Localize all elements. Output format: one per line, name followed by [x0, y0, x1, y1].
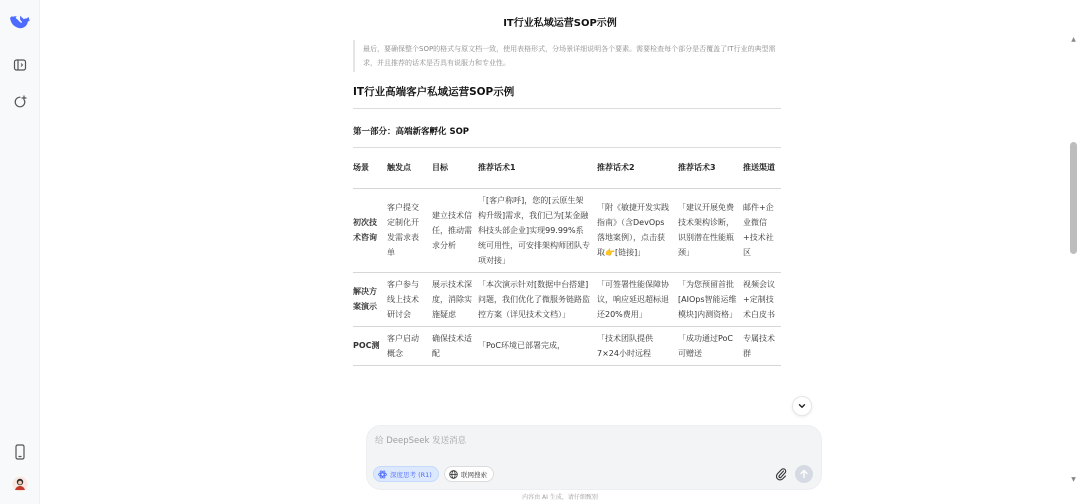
table-cell: 「本次演示针对[数据中台搭建]问题，我们优化了微服务链路监控方案（详见技术文档）」 — [478, 272, 597, 326]
table-header-row — [353, 148, 781, 188]
message-composer — [367, 426, 821, 489]
table-cell: 客户启动概念 — [387, 326, 432, 365]
message-input[interactable] — [375, 434, 755, 448]
table-cell: 「附《敏捷开发实践指南》（含DevOps落地案例），点击获取👉[链接]」 — [597, 188, 678, 272]
table-cell: 确保技术适配 — [432, 326, 478, 365]
table-cell: 「[客户称呼]，您的[云原生架构升级]需求，我们已为[某金融科技头部企业]实现99.99%系统可用性，可安排架构师团队专项对接」 — [478, 188, 597, 272]
table-row — [353, 272, 781, 326]
table-cell: 「成功通过PoC可赠送 — [678, 326, 743, 365]
table-cell: 初次技术咨询 — [353, 188, 387, 272]
table-header-cell: 场景 — [353, 148, 387, 188]
table-cell: 展示技术深度，消除实施疑虑 — [432, 272, 478, 326]
deep-think-toggle[interactable] — [373, 466, 439, 482]
arrow-up-icon — [799, 469, 809, 479]
scroll-to-bottom-button[interactable] — [792, 396, 812, 416]
globe-icon — [449, 470, 458, 479]
table-cell: 专属技术群 — [743, 326, 781, 365]
web-search-toggle[interactable] — [444, 466, 494, 482]
table-cell: 「可签署性能保障协议，响应延迟超标退还20%费用」 — [597, 272, 678, 326]
table-cell: 建立技术信任，推动需求分析 — [432, 188, 478, 272]
scroll-down-arrow-icon[interactable]: ▼ — [1071, 476, 1076, 483]
table-cell: 「PoC环境已部署完成， — [478, 326, 597, 365]
table-header-cell: 触发点 — [387, 148, 432, 188]
table-header-cell: 目标 — [432, 148, 478, 188]
attach-button[interactable] — [773, 466, 789, 482]
send-button[interactable] — [795, 465, 813, 483]
chat-main — [40, 0, 1080, 504]
table-cell: 邮件+企业微信+技术社区 — [743, 188, 781, 272]
table-cell: 客户提交定制化开发需求表单 — [387, 188, 432, 272]
reasoning-text: 最后，要确保整个SOP的格式与原文档一致，使用表格形式，分场景详细说明各个要素。需要检查每个部分是否覆盖了IT行业的典型需求，并且推荐的话术是否具有说服力和专业性。 — [353, 40, 781, 72]
web-search-label: 联网搜索 — [461, 470, 487, 479]
scrollbar-thumb[interactable] — [1070, 142, 1077, 254]
section-title: 第一部分：高端新客孵化 SOP — [353, 125, 781, 148]
mobile-app-icon[interactable] — [10, 442, 30, 462]
table-cell: 「建议开展免费技术架构诊断，识别潜在性能瓶颈」 — [678, 188, 743, 272]
table-cell: 「技术团队提供7×24小时远程 — [597, 326, 678, 365]
atom-icon — [378, 470, 387, 479]
paperclip-icon — [775, 467, 787, 481]
scroll-up-arrow-icon[interactable]: ▲ — [1071, 36, 1076, 43]
table-cell: 视频会议+定制技术白皮书 — [743, 272, 781, 326]
disclaimer-text: 内容由 AI 生成，请仔细甄别 — [522, 494, 598, 501]
table-header-cell: 推荐话术2 — [597, 148, 678, 188]
page-title: IT行业私域运营SOP示例 — [503, 18, 617, 29]
table-row — [353, 188, 781, 272]
table-row — [353, 326, 781, 365]
deep-think-label: 深度思考 (R1) — [390, 470, 432, 479]
message-content — [353, 40, 781, 440]
table-cell: POC测 — [353, 326, 387, 365]
table-cell: 「为您预留首批[AIOps智能运维模块]内测资格」 — [678, 272, 743, 326]
left-rail — [0, 0, 40, 504]
table-cell: 客户参与线上技术研讨会 — [387, 272, 432, 326]
new-chat-icon[interactable] — [10, 92, 30, 112]
table-cell: 解决方案演示 — [353, 272, 387, 326]
table-header-cell: 推荐话术3 — [678, 148, 743, 188]
user-avatar-icon[interactable] — [10, 474, 30, 494]
document-title: IT行业高端客户私域运营SOP示例 — [353, 84, 781, 109]
table-header-cell: 推送渠道 — [743, 148, 781, 188]
sop-table — [353, 148, 781, 366]
deepseek-logo-icon[interactable] — [10, 12, 30, 32]
table-header-cell: 推荐话术1 — [478, 148, 597, 188]
sidebar-toggle-icon[interactable] — [10, 55, 30, 75]
vertical-scrollbar[interactable] — [1070, 36, 1077, 484]
chevron-down-icon — [797, 401, 807, 411]
